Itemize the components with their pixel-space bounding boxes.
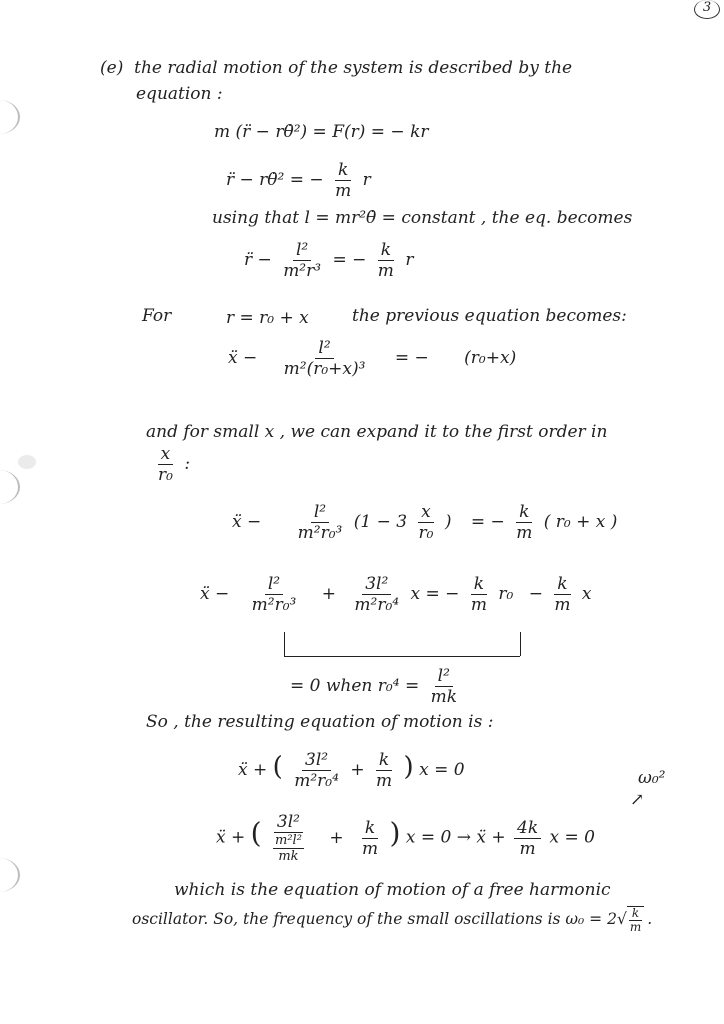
conclusion-line-1: which is the equation of motion of a free harmonic: [174, 880, 611, 900]
equation-7: ẍ + ( $\frac{\text{3l²}}{\text{m²r₀⁴}}$ + $\frac{k}{m}$ ) x = 0: [238, 750, 465, 791]
bracket-right: [520, 632, 521, 656]
equation-2: r̈ − rθ̇² = − $\frac{k}{m}$ r: [226, 160, 371, 201]
bracket-bottom: [284, 656, 520, 657]
omega-label: ω₀²: [638, 768, 666, 788]
bracket-left: [284, 632, 285, 656]
equation-8: ẍ + ( 3l² m²l² mk + $\frac{k}{m}$ ) x = 0 → ẍ + $\frac{4k}{m}$ x = 0: [216, 812, 596, 864]
equation-1: m (r̈ − rθ̇²) = F(r) = − kr: [214, 122, 429, 142]
arrow-up-icon: ↗: [630, 790, 645, 810]
so-line: So , the resulting equation of motion is :: [146, 712, 494, 732]
for-label: For: [142, 306, 172, 326]
substitution: r = r₀ + x: [226, 308, 309, 328]
equation-4: ẍ − $\frac{\text{l²}}{\text{m²(r₀+x)³}}$ = − (r₀+x): [228, 338, 517, 379]
equation-5: ẍ − $\frac{\text{l²}}{\text{m²r₀³}}$ (1 − 3 $\frac{x}{\text{r₀}}$ ) = − $\frac{k}{m}$ ( r₀ + x ): [232, 502, 618, 543]
page-number: 3: [694, 0, 720, 19]
intro-line-1: [100, 58, 572, 78]
equation-6: ẍ − $\frac{\text{l²}}{\text{m²r₀³}}$ + $\frac{\text{3l²}}{\text{m²r₀⁴}}$ x = − $\frac{k}{m}$ r₀ − $\frac{k}{m}$ x: [200, 574, 592, 615]
small-x-fraction: $\frac{x}{\text{r₀}}$ :: [158, 444, 191, 485]
equation-3: r̈ − $\frac{\text{l²}}{\text{m²r³}}$ = − $\frac{k}{m}$ r: [244, 240, 414, 281]
small-x-line: and for small x , we can expand it to the first order in: [146, 422, 608, 442]
paper-speck: [18, 455, 36, 469]
intro-line-2: equation :: [136, 84, 223, 104]
using-line: using that l = mr²θ̇ = constant , the eq. becomes: [212, 208, 633, 228]
part-label: (e): [100, 58, 124, 78]
intro-text-1: the radial motion of the system is described by the: [134, 58, 573, 78]
for-text: the previous equation becomes:: [352, 306, 627, 326]
condition: = 0 when r₀⁴ = $\frac{\text{l²}}{mk}$: [290, 666, 458, 707]
conclusion-line-2: oscillator. So, the frequency of the small oscillations is ω₀ = 2√ $\frac{k}{m}$ .: [132, 906, 653, 934]
